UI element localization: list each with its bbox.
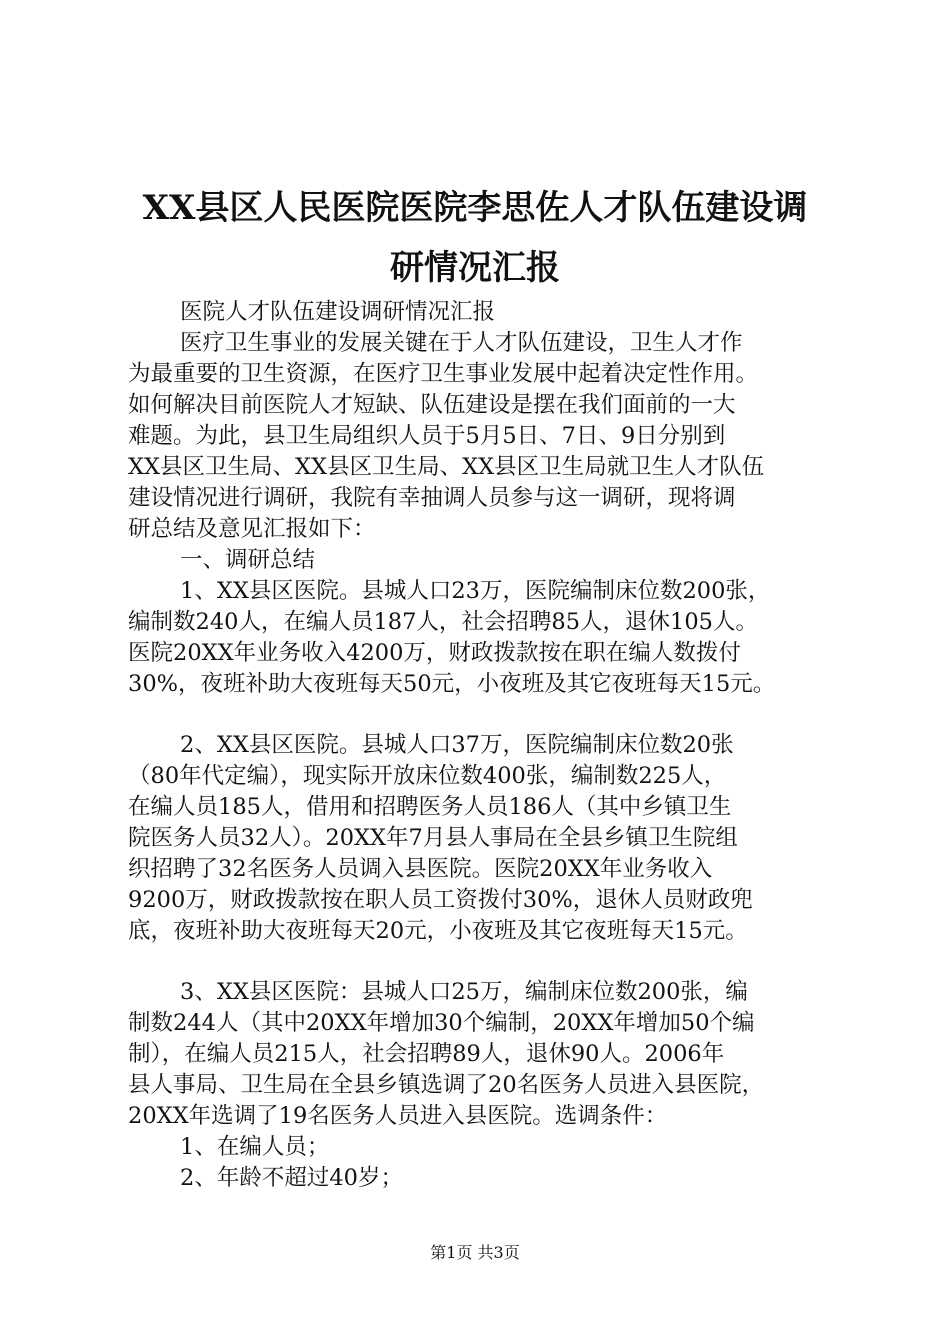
title-line-1: XX县区人民医院医院李思佐人才队伍建设调: [142, 188, 808, 228]
body-line: XX县区卫生局、XX县区卫生局、XX县区卫生局就卫生人才队伍: [128, 454, 765, 480]
list-item: 2、年龄不超过40岁；: [180, 1165, 403, 1191]
body-line: 医院人才队伍建设调研情况汇报: [180, 299, 496, 325]
body-line: 底，夜班补助大夜班每天20元，小夜班及其它夜班每天15元。: [128, 918, 748, 944]
body-line: 医疗卫生事业的发展关键在于人才队伍建设，卫生人才作: [180, 330, 743, 356]
page-number: 第1页 共3页: [430, 1243, 520, 1262]
body-line: 制数244人（其中20XX年增加30个编制，20XX年增加50个编: [128, 1010, 755, 1036]
body-line: 难题。为此，县卫生局组织人员于5月5日、7日、9日分别到: [128, 423, 726, 449]
body-line: 院医务人员32人）。20XX年7月县人事局在全县乡镇卫生院组: [128, 825, 738, 851]
body-line: 编制数240人，在编人员187人，社会招聘85人，退休105人。: [128, 609, 758, 635]
body-line: 为最重要的卫生资源，在医疗卫生事业发展中起着决定性作用。: [128, 361, 759, 387]
body-line: 1、XX县区医院。县城人口23万，医院编制床位数200张，: [180, 578, 771, 604]
body-line: 30%，夜班补助大夜班每天50元，小夜班及其它夜班每天15元。: [128, 671, 776, 697]
body-line: 9200万，财政拨款按在职人员工资拨付30%，退休人员财政兜: [128, 887, 753, 913]
body-line: 在编人员185人，借用和招聘医务人员186人（其中乡镇卫生: [128, 794, 732, 820]
body-line: 如何解决目前医院人才短缺、队伍建设是摆在我们面前的一大: [128, 392, 736, 418]
body-line: 20XX年选调了19名医务人员进入县医院。选调条件：: [128, 1103, 668, 1129]
body-line: 制），在编人员215人，社会招聘89人，退休90人。2006年: [128, 1041, 725, 1067]
body-line: 3、XX县区医院：县城人口25万，编制床位数200张，编: [180, 979, 748, 1005]
body-line: 医院20XX年业务收入4200万，财政拨款按在职在编人数拨付: [128, 640, 741, 666]
body-line: 研总结及意见汇报如下：: [128, 516, 376, 542]
body-line: （80年代定编），现实际开放床位数400张，编制数225人，: [128, 763, 727, 789]
body-line: 2、XX县区医院。县城人口37万，医院编制床位数20张: [180, 732, 734, 758]
body-line: 织招聘了32名医务人员调入县医院。医院20XX年业务收入: [128, 856, 713, 882]
list-item: 1、在编人员；: [180, 1134, 330, 1160]
section-heading: 一、调研总结: [180, 547, 316, 573]
title-line-2: 研情况汇报: [390, 248, 560, 288]
body-line: 建设情况进行调研，我院有幸抽调人员参与这一调研，现将调: [128, 485, 736, 511]
body-line: 县人事局、卫生局在全县乡镇选调了20名医务人员进入县医院，: [128, 1072, 765, 1098]
